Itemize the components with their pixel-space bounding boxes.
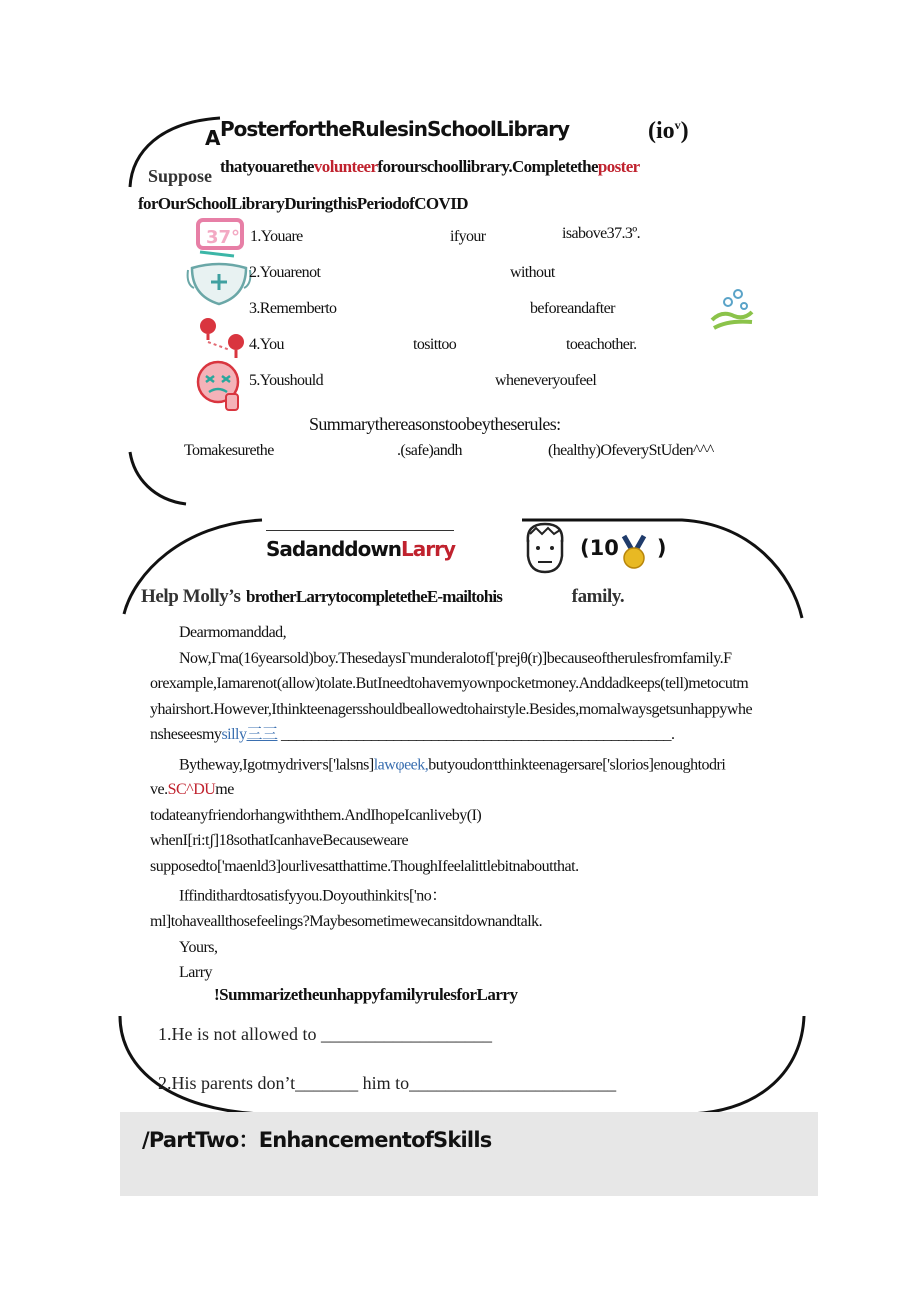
email-line-3: yhairshort.However,Ithinkteenagersshouldbeallowedtohairstyle.Besides,momalwaysgetsunhappywhe: [150, 700, 753, 718]
distance-pin-icon: [196, 312, 250, 360]
poster-title-a: A: [205, 126, 220, 150]
section2-title: [266, 537, 455, 561]
summary-heading: Summarythereasonstoobeytheserules:: [309, 414, 561, 434]
email-closing: [150, 935, 810, 961]
rule-5-part-a: 5.Youshould: [249, 372, 324, 389]
email-line-4: [150, 722, 810, 748]
email-line-4-silly: silly: [221, 726, 247, 743]
rule-3-part-a: 3.Rememberto: [249, 300, 337, 317]
email-line-1-text: Now,Γma(16yearsold)boy.ThesedaysΓmunderalotof['prejθ(r)]becauseoftherulesfromfamily.F: [179, 649, 732, 667]
boy-face-icon: [520, 520, 570, 576]
poster-score-open: (io: [648, 118, 675, 144]
email-line-10: Iffindithardtosatisfyyou.Doyouthinkit,s['no：: [179, 886, 447, 905]
email-line-11: ml]tohaveallthosefeelings?Maybesometimewecansitdownandtalk.: [150, 913, 543, 931]
summarize-heading: !SummarizetheunhappyfamilyrulesforLarry: [214, 985, 518, 1004]
suppose-label: Suppose: [148, 166, 213, 186]
medal-icon: [618, 534, 650, 570]
email-line-9: supposedto['maenld3]ourlivesatthattime.ThoughIfeelalittlebitnaboutthat.: [150, 857, 579, 875]
rule-4-part-c: toeachother.: [566, 336, 637, 353]
email-signature-text: Larry: [179, 964, 213, 982]
rule-1-part-b: ifyour: [450, 228, 486, 245]
instr-part1: thatyouarethe: [220, 157, 314, 176]
sick-face-icon: [192, 356, 248, 412]
email-signature: [150, 960, 810, 986]
svg-text:37°: 37°: [206, 227, 241, 248]
section2-score-open: (10: [580, 536, 619, 560]
summary-part-a: Tomakesurethe: [184, 442, 274, 459]
email-body: [150, 620, 810, 986]
mask-icon: [186, 260, 252, 306]
poster-instruction: [220, 157, 640, 177]
section2-score-close: ): [656, 536, 667, 560]
summary-part-c: (healthy)OfeveryStUden^^^: [548, 442, 714, 459]
rule-1-part-c: isabove37.3º.: [562, 225, 641, 242]
email-greeting-text: Dearmomanddad,: [179, 624, 287, 641]
email-line-6a: ve.: [150, 781, 168, 799]
email-line-5e: tthinkteenagersare['slorios]enoughtodri: [493, 755, 726, 773]
section2-top-rule: [266, 530, 454, 531]
email-line-10a: Iffindithardtosatisfyyou.Doyouthinkit: [179, 887, 402, 905]
email-line-7: todateanyfriendorhangwiththem.AndIhopeIcanliveby(I): [150, 806, 482, 824]
poster-score-close: ): [680, 118, 689, 144]
hand-washing-icon: [708, 286, 758, 334]
email-line-4a: nsheseesmy: [150, 726, 222, 743]
part-two-title: /PartTwo：EnhancementofSkills: [142, 1128, 492, 1152]
email-line-5-lawweek: lawφeek,: [373, 755, 429, 773]
rule-1-part-a: 1.Youare: [250, 228, 303, 245]
email-line-4-mark: 三三: [246, 726, 278, 743]
email-line-5: Bytheway,Igotmydriver,s['lalsns]lawφeek,butyoudon,tthinkteenagersare['slorios]enoughtodri: [179, 754, 726, 773]
email-line-6: [150, 777, 810, 803]
question-1: 1.He is not allowed to ___________________: [158, 1024, 492, 1044]
poster-score: [648, 118, 689, 145]
email-line-5d: butyoudon: [428, 755, 493, 773]
email-closing-text: Yours,: [179, 938, 218, 956]
poster-title: PosterfortheRulesinSchoolLibrary: [220, 117, 570, 141]
rule-4-part-b: tosittoo: [413, 336, 457, 353]
email-line-4-blank: ____________________________________________________.: [281, 726, 675, 743]
email-instruction: [141, 586, 624, 608]
rule-3-part-b: beforeandafter: [530, 300, 615, 317]
question-2: 2.His parents don’t_______ him to_______________________: [158, 1073, 617, 1093]
rule-2-part-b: without: [510, 264, 555, 281]
instr-volunteer: volunteer: [313, 157, 378, 176]
rule-5-part-b: wheneveryoufeel: [495, 372, 597, 389]
instr-poster: poster: [597, 157, 640, 176]
email-line-6c: me: [215, 781, 234, 799]
email-line-2: orexample,Iamarenot(allow)tolate.ButIneedtohavemyownpocketmoney.Anddadkeeps(tell)metocutm: [150, 675, 749, 692]
email-line-6-red: SC^DU: [167, 781, 216, 799]
rule-2-part-a: 2.Youarenot: [249, 264, 321, 281]
rule-4-part-a: 4.You: [249, 336, 284, 353]
email-line-10b: s['no：: [403, 887, 447, 905]
section2-title-black: Sadanddown: [266, 537, 402, 561]
email-greeting: [150, 620, 810, 646]
help-bold: Help Molly’s: [141, 586, 241, 607]
help-rest: brotherLarrytocompletetheE-mailtohis: [246, 587, 503, 606]
poster-subtitle: forOurSchoolLibraryDuringthisPeriodofCOVID: [138, 194, 468, 213]
help-end: family.: [571, 586, 625, 607]
thermometer-37-icon: [194, 216, 252, 258]
poster-score-sup: v: [674, 118, 681, 132]
email-line-5a: Bytheway,Igotmydriver: [179, 755, 321, 773]
section2-title-larry: Larry: [401, 537, 456, 561]
email-line-1: [150, 646, 810, 672]
email-line-8: whenI[ri:tʃ]18sothatIcanhaveBecauseweare: [150, 832, 409, 850]
email-line-5b: s['lalsns]: [322, 755, 374, 773]
summary-part-b: .(safe)andh: [397, 442, 462, 459]
instr-part2: forourschoollibrary.Completethe: [377, 157, 598, 176]
